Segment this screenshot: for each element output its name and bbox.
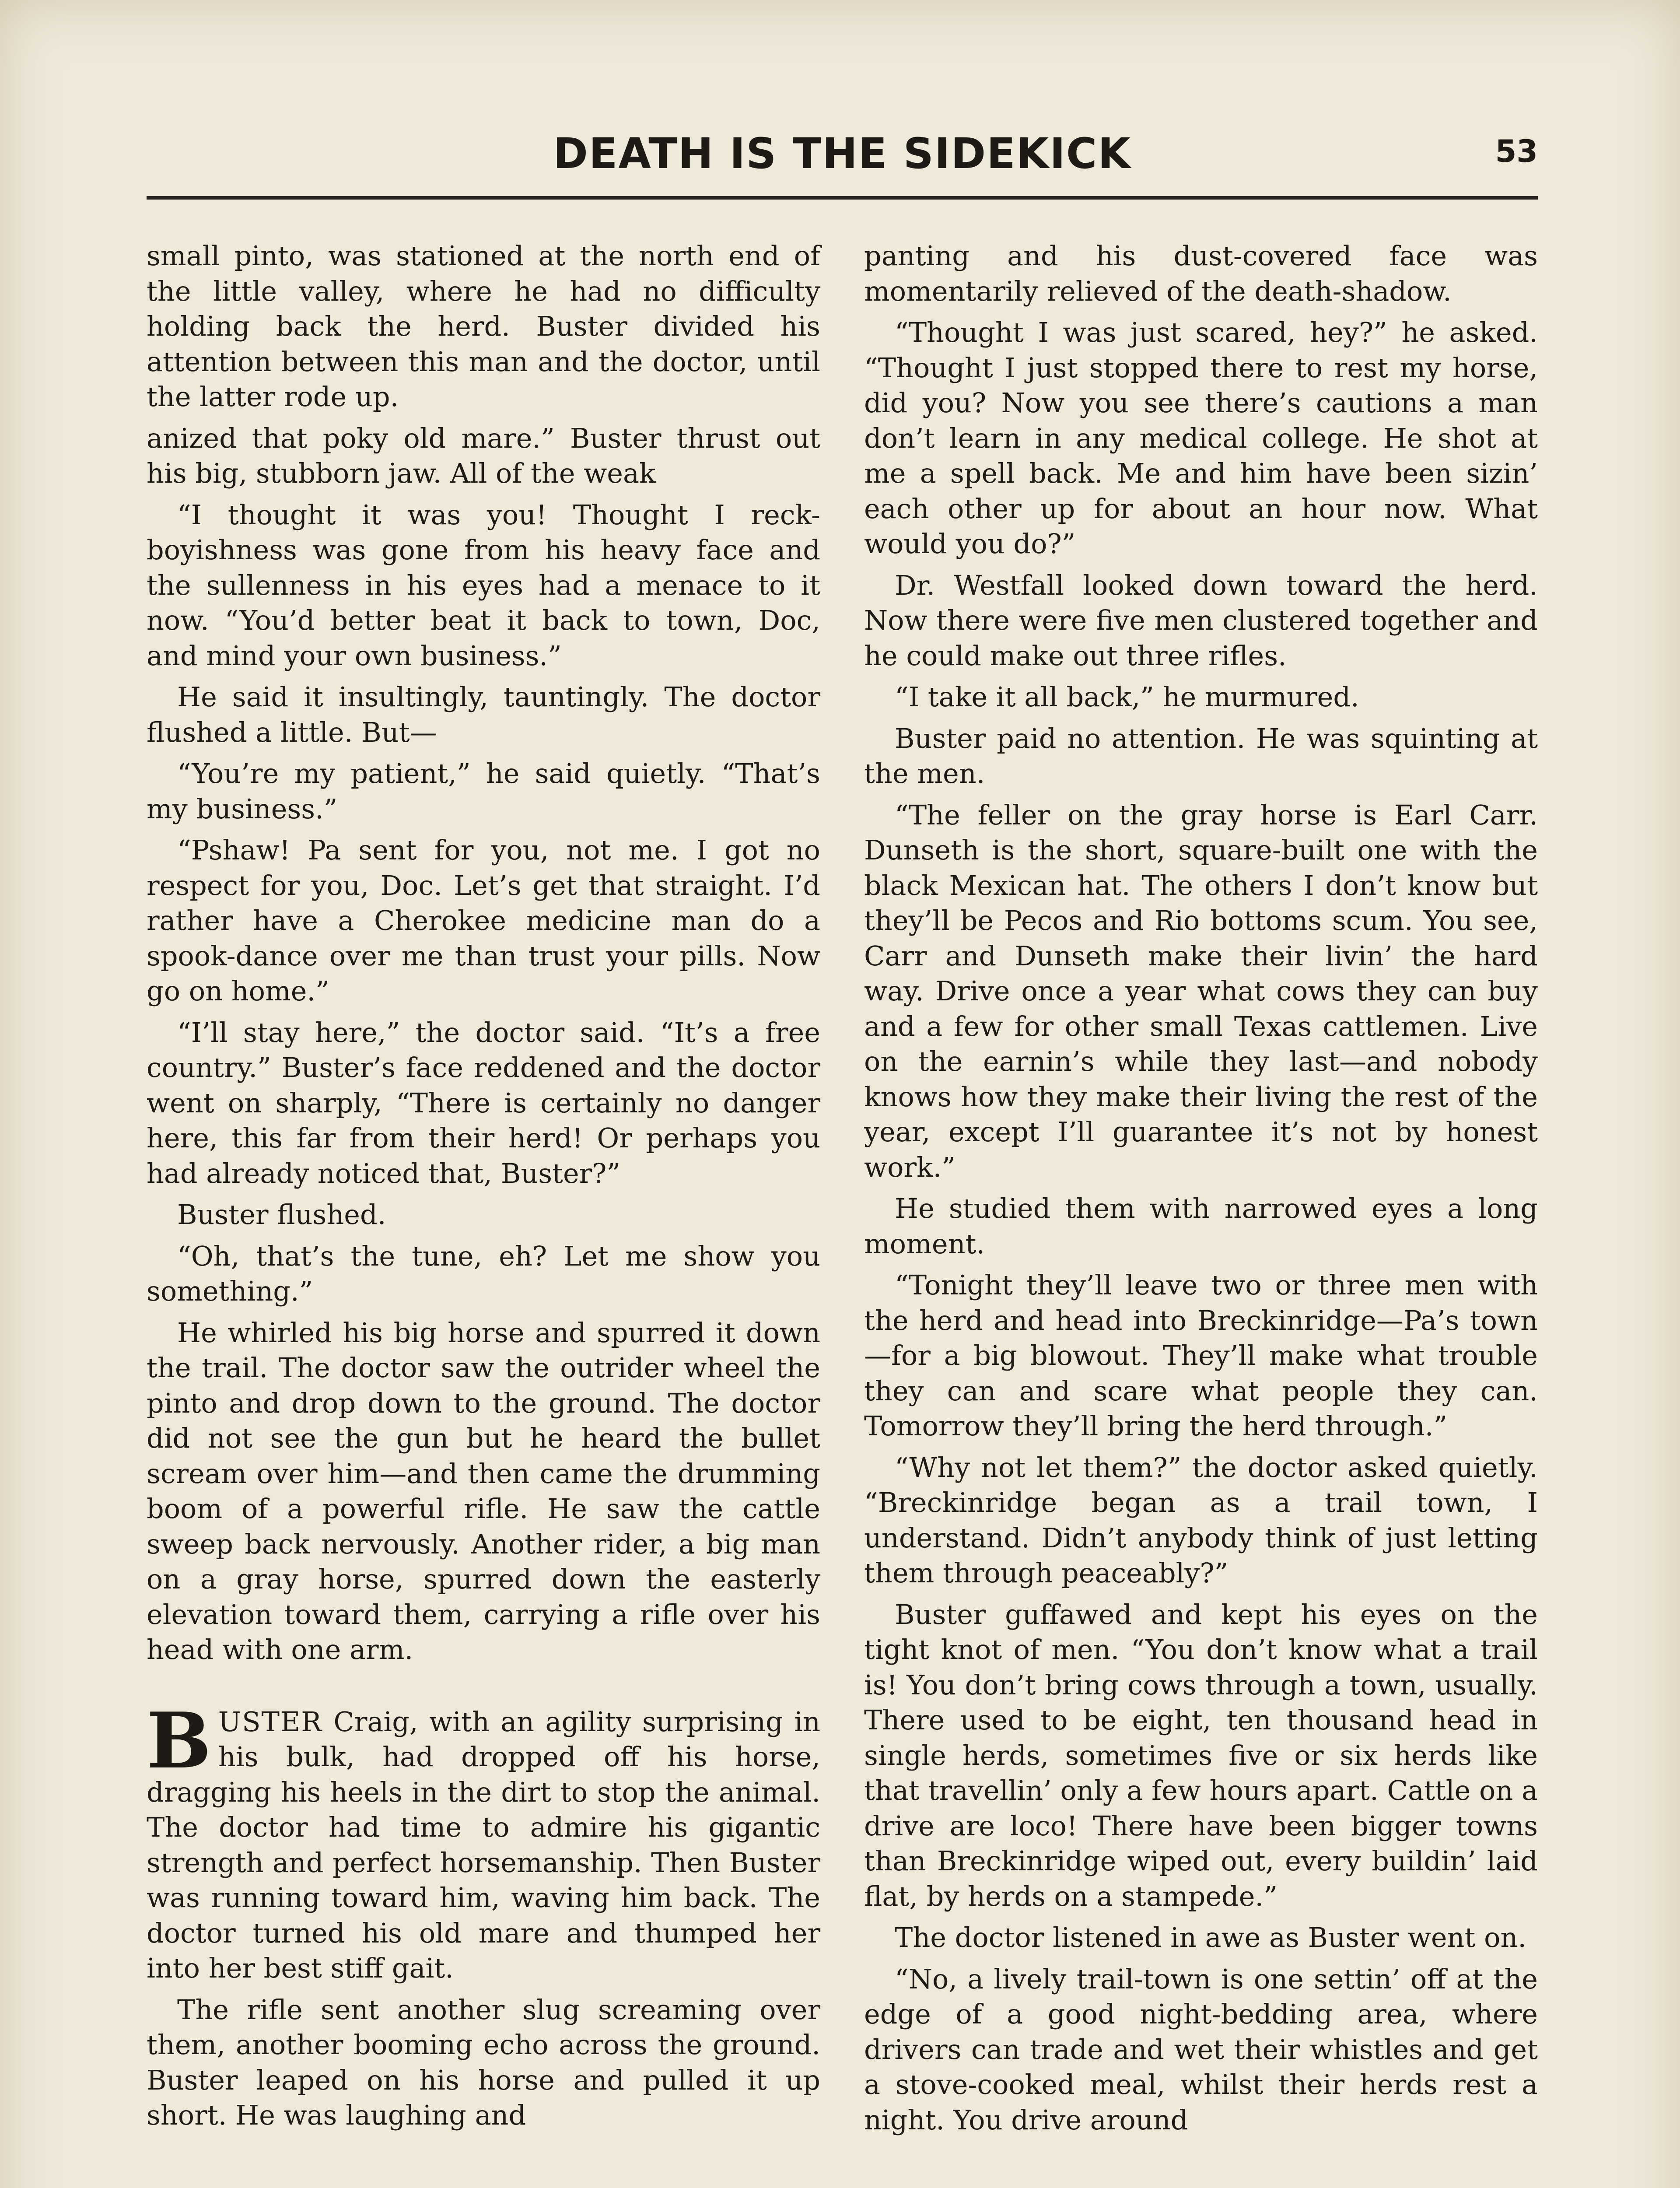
paragraph: “I thought it was you! Thought I reck-boyishness was gone from his heavy face and the sullenness in his eyes had a menace to it now. “You’d better beat it back to town, Doc, and mind your own business.”	[147, 498, 820, 672]
paragraph: panting and his dust-covered face was momentarily relieved of the death-shadow.	[864, 240, 1538, 307]
paragraph: He whirled his big horse and spurred it down the trail. The doctor saw the outrider wheel the pinto and drop down to the ground. The doctor did not see the gun but he heard the bullet scream over him—and then came the drumming boom of a powerful rifle. He saw the cattle sweep back nervously. Another rider, a big man on a gray horse, spurred down the easterly elevation toward them, carrying a rifle over his head with one arm.	[147, 1316, 820, 1666]
paragraph: Buster flushed.	[177, 1199, 386, 1231]
paragraph-text: Craig, with an agility surprising in his bulk, had dropped off his horse, dragging his heels in the dirt to stop the animal. The doctor had time to admire his gigantic strength and perfect horsemanship. Then Buster was running toward him, waving him back. The doctor turned his old mare and thumped her into her best stiff gait.	[147, 1705, 820, 1984]
paragraph: “You’re my patient,” he said quietly. “That’s my business.”	[147, 757, 820, 825]
right-column	[864, 238, 1538, 2144]
left-column	[147, 238, 820, 2139]
paragraph: Dr. Westfall looked down toward the herd. Now there were five men clustered together and he could make out three rifles.	[864, 569, 1538, 672]
section-opening-paragraph	[147, 1696, 820, 1986]
page-header	[147, 125, 1538, 190]
paragraph: anized that poky old mare.” Buster thrust out his big, stubborn jaw. All of the weak	[147, 422, 820, 489]
paragraph: “I’ll stay here,” the doctor said. “It’s a free country.” Buster’s face reddened and the doctor went on sharply, “There is certainly no danger here, this far from their herd! Or perhaps you had already noticed that, Buster?”	[147, 1016, 820, 1189]
paragraph: “Tonight they’ll leave two or three men with the herd and head into Breckinridge—Pa’s town—for a big blowout. They’ll make what trouble they can and scare what people they can. Tomorrow they’ll bring the herd through.”	[864, 1269, 1538, 1442]
paragraph: He said it insultingly, tauntingly. The doctor flushed a little. But—	[147, 681, 820, 748]
paragraph: Buster paid no attention. He was squinting at the men.	[864, 722, 1538, 789]
page-number: 53	[1495, 133, 1538, 169]
header-rule	[147, 196, 1538, 200]
paragraph: The doctor listened in awe as Buster went on.	[895, 1922, 1527, 1953]
paragraph: small pinto, was stationed at the north end of the little valley, where he had no difficulty holding back the herd. Buster divided his attention between this man and the doctor, until the latter rode up.	[147, 240, 820, 413]
story-title: DEATH IS THE SIDEKICK	[553, 129, 1131, 178]
paragraph: “The feller on the gray horse is Earl Carr. Dunseth is the short, square-built one with the black Mexican hat. The others I don’t know but they’ll be Pecos and Rio bottoms scum. You see, Carr and Dunseth make their livin’ the hard way. Drive once a year what cows they can buy and a few for other small Texas cattlemen. Live on the earnin’s while they last—and nobody knows how they make their living the rest of the year, except I’ll guarantee it’s not by honest work.”	[864, 799, 1538, 1183]
paragraph: “No, a lively trail-town is one settin’ off at the edge of a good night-bedding area, where drivers can trade and wet their whistles and get a stove-cooked meal, whilst their herds rest a night. You drive around	[864, 1963, 1538, 2136]
opening-caps: USTER	[218, 1705, 322, 1738]
section-break	[147, 1674, 820, 1704]
paragraph: The rifle sent another slug screaming over them, another booming echo across the ground. Buster leaped on his horse and pulled it up short. He was laughing and	[147, 1993, 820, 2131]
paragraph: “Pshaw! Pa sent for you, not me. I got no respect for you, Doc. Let’s get that straight. I’d rather have a Cherokee medicine man do a spook-dance over me than trust your pills. Now go on home.”	[147, 834, 820, 1007]
paragraph: “Thought I was just scared, hey?” he asked. “Thought I just stopped there to rest my horse, did you? Now you see there’s cautions a man don’t learn in any medical college. He shot at me a spell back. Me and him have been sizin’ each other up for about an hour now. What would you do?”	[864, 316, 1538, 560]
paragraph: “I take it all back,” he murmured.	[895, 681, 1359, 713]
drop-cap: B	[147, 1696, 211, 1786]
paragraph: “Oh, that’s the tune, eh? Let me show you something.”	[147, 1240, 820, 1307]
paragraph: “Why not let them?” the doctor asked quietly. “Breckinridge began as a trail town, I understand. Didn’t anybody think of just letting them through peaceably?”	[864, 1451, 1538, 1589]
paragraph: He studied them with narrowed eyes a long moment.	[864, 1192, 1538, 1260]
paragraph: Buster guffawed and kept his eyes on the tight knot of men. “You don’t know what a trail is! You don’t bring cows through a town, usually. There used to be eight, ten thousand head in single herds, sometimes five or six herds like that travellin’ only a few hours apart. Cattle on a drive are loco! There have been bigger towns than Breckinridge wiped out, every buildin’ laid flat, by herds on a stampede.”	[864, 1598, 1538, 1912]
